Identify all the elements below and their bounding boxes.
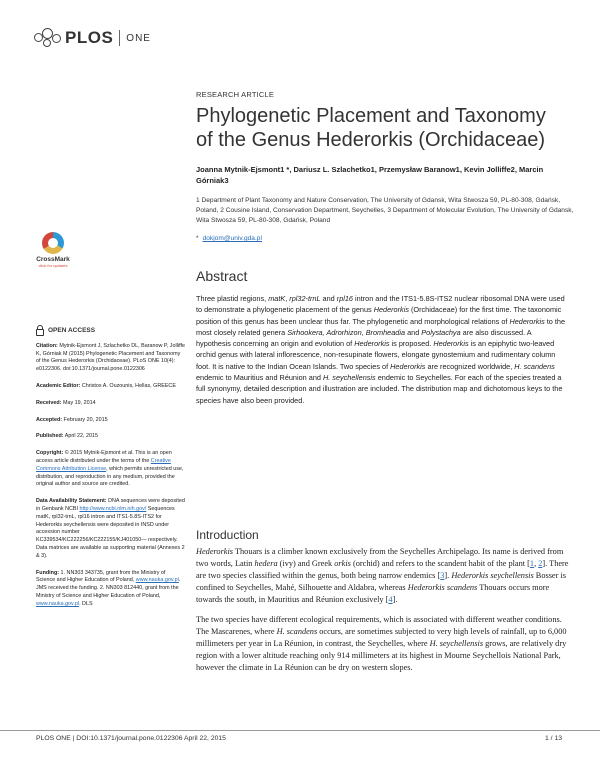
- academic-editor: Academic Editor: Christos A. Ouzounis, Hellas, GREECE: [36, 382, 176, 389]
- intro-text-segment: H. scandens: [276, 627, 318, 636]
- abstract-text: Three plastid regions, matK, rpl32-trnL and rpl16 intron and the ITS1-5.8S-ITS2 nuclear ribosomal DNA were used to demonstrate a phylogenetic placement of the genus Hederorkis (Orchidaceae) for the first time. The taxonomic position of this genus has been unclear thus far. The phylogenetic and morphological relations of Hederorkis to the most closely related genera Sirhookera, Adrorhizon, Bromheadia and Polystachya are also discussed. A hypothesis concerning an origin and evolution of Hederorkis is proposed. Hederorkis is an epiphytic two-leaved orchid genus with lateral inflorescence, non-resupinate flowers, elongate gynostemium and rudimentary column foot. It is native to the Indian Ocean Islands. Two species of Hederorkis are recognized worldwide, H. scandens endemic to Mauritius and Réunion and H. seychellensis endemic to Seychelles. For each of the species treated a full synonymy, detailed description and illustration are included. The distribution map and dichotomous keys to the species have also been provided.: [196, 294, 566, 405]
- intro-text-segment: hedera: [254, 559, 278, 568]
- crossmark-title: CrossMark: [36, 256, 70, 263]
- footer-citation: PLOS ONE | DOI:10.1371/journal.pone.0122306 April 22, 2015: [36, 735, 226, 742]
- plos-logo[interactable]: [34, 26, 151, 50]
- article-sidebar: [36, 327, 186, 618]
- intro-text-segment: Bosser is confined to Seychelles, Mahé, Silhouette and Aldabra, whereas: [196, 571, 566, 592]
- crossmark-sub: click for updates: [38, 263, 68, 268]
- intro-text-segment: Hederorkis scandens: [407, 583, 478, 592]
- intro-text-segment: Hederorkis: [196, 547, 234, 556]
- crossmark-badge[interactable]: [35, 232, 71, 268]
- intro-text-segment: The two species have different ecological requirements, which is associated with different weather conditions. The Mascarenes, where: [196, 615, 562, 636]
- plos-dots-icon: [34, 26, 62, 50]
- intro-text-segment: Thouars is a climber known exclusively from the Seychelles Archipelago. Its name is derived from two words, Latin: [196, 547, 564, 568]
- intro-text-segment: ,: [534, 559, 539, 568]
- funding-link-2[interactable]: www.nauka.gov.pl: [36, 600, 80, 607]
- copyright: Copyright: © 2015 Mytnik-Ejsmont et al. This is an open access article distributed under the terms of the Creative Commons Attribution License, which permits unrestricted use, distribution, and reproduction in any medium, provided the original author and source are credited.: [36, 450, 184, 488]
- reference-link[interactable]: 2: [538, 559, 543, 568]
- intro-text-segment: occurs, are sometimes subjected to very high levels of rainfall, up to 6,000 millimeters per year in La Réunion, in contrast, the Seychelles, where: [196, 627, 567, 648]
- intro-text-segment: ].: [392, 595, 398, 604]
- logo-word: PLOS: [65, 28, 114, 47]
- open-lock-icon: [36, 329, 44, 336]
- footer-divider: [0, 730, 600, 731]
- intro-text-segment: ]. There are two species classified within the genus, both being narrow endemics [: [196, 559, 569, 580]
- article-title: Phylogenetic Placement and Taxonomy of the Genus Hederorkis (Orchidaceae): [196, 105, 546, 151]
- affiliations: 1 Department of Plant Taxonomy and Nature Conservation, The University of Gdansk, Wita Stwosza 59, PL-80-308, Gdańsk, Poland, 2 Cousine Island, Conservation Department, Seychelles, 3 Department of Molecular Evolution, The University of Gdansk, Wita Stwosza 59, PL-80-308, Gdańsk, Poland: [196, 197, 574, 224]
- corresponding-star-icon: *: [196, 235, 199, 242]
- reference-link[interactable]: 4: [388, 595, 393, 604]
- introduction-heading: Introduction: [196, 528, 259, 542]
- published-date: Published: April 22, 2015: [36, 433, 99, 440]
- license-link[interactable]: Creative Commons Attribution License: [36, 457, 171, 472]
- intro-text-segment: Hederorkis seychellensis: [451, 571, 534, 580]
- ncbi-link[interactable]: http://www.ncbi.nlm.nih.gov/: [79, 505, 147, 512]
- citation: Citation: Mytnik-Ejsmont J, Szlachetko DL, Baranow P, Jolliffe K, Górniak M (2015) Phylogenetic Placement and Taxonomy of the Genus Hederorkis (Orchidaceae). PLoS ONE 10(4): e0122306. doi:10.1371/journal.pone.0122306: [36, 342, 185, 373]
- funding-link-1[interactable]: www.nauka.gov.pl: [135, 577, 179, 584]
- article-type: RESEARCH ARTICLE: [196, 90, 275, 99]
- intro-text-segment: (ivy) and Greek: [277, 559, 335, 568]
- intro-text-segment: (orchid) and refers to the scandent habit of the plant [: [350, 559, 530, 568]
- accepted-date: Accepted: February 20, 2015: [36, 416, 108, 423]
- received-date: Received: May 19, 2014: [36, 399, 96, 406]
- intro-text-segment: grows, are relatively dry region with a lower altitude reaching only 914 millimeters at its highest in Mourne Seychellois National Park, however the climate in La Réunion can be dry on western slopes.: [196, 639, 567, 672]
- reference-link[interactable]: 3: [440, 571, 445, 580]
- introduction-body: [196, 546, 570, 682]
- open-access-label: OPEN ACCESS: [36, 327, 186, 335]
- intro-text-segment: Thouars occurs more towards the south, in Mauritius and Réunion exclusively [: [196, 583, 550, 604]
- page-number: 1 / 13: [545, 735, 563, 742]
- logo-divider: [119, 30, 120, 46]
- author-list: Joanna Mytnik-Ejsmont1 *, Dariusz L. Szlachetko1, Przemysław Baranow1, Kevin Jolliffe2, Marcin Górniak3: [196, 165, 544, 185]
- email-link[interactable]: dokjom@univ.gda.pl: [202, 235, 262, 242]
- intro-text-segment: ].: [444, 571, 452, 580]
- intro-text-segment: H. seychellensis: [429, 639, 484, 648]
- intro-paragraph-2: [196, 614, 570, 674]
- intro-paragraph-1: [196, 546, 570, 606]
- abstract-heading: Abstract: [196, 268, 248, 284]
- intro-text-segment: orkis: [334, 559, 351, 568]
- corresponding-email: [196, 235, 262, 242]
- logo-sub: ONE: [126, 32, 151, 44]
- data-availability: Data Availability Statement: DNA sequences were deposited in Genbank NCBI http://www.ncbi.nlm.nih.gov/ Sequences matK, rpl32-trnL, rpl16 intron and ITS1-5.8S-ITS2 for Hederorkis seychellensis were deposited in INSD under accession number KC339534/KC222256/KC222155/KJ401050— respectively. Data matrices are available as supporting material (Annexes 2 & 3).: [36, 498, 185, 559]
- reference-link[interactable]: 1: [529, 559, 535, 568]
- funding: Funding: 1. NN303 343735, grant from the Ministry of Science and Higher Education of Poland, www.nauka.gov.pl. JMS received the funding. 2. NN303 812440, grant from the Ministry of Science and Higher Education of Poland, www.nauka.gov.pl. DLS: [36, 569, 181, 607]
- crossmark-icon: [42, 232, 64, 254]
